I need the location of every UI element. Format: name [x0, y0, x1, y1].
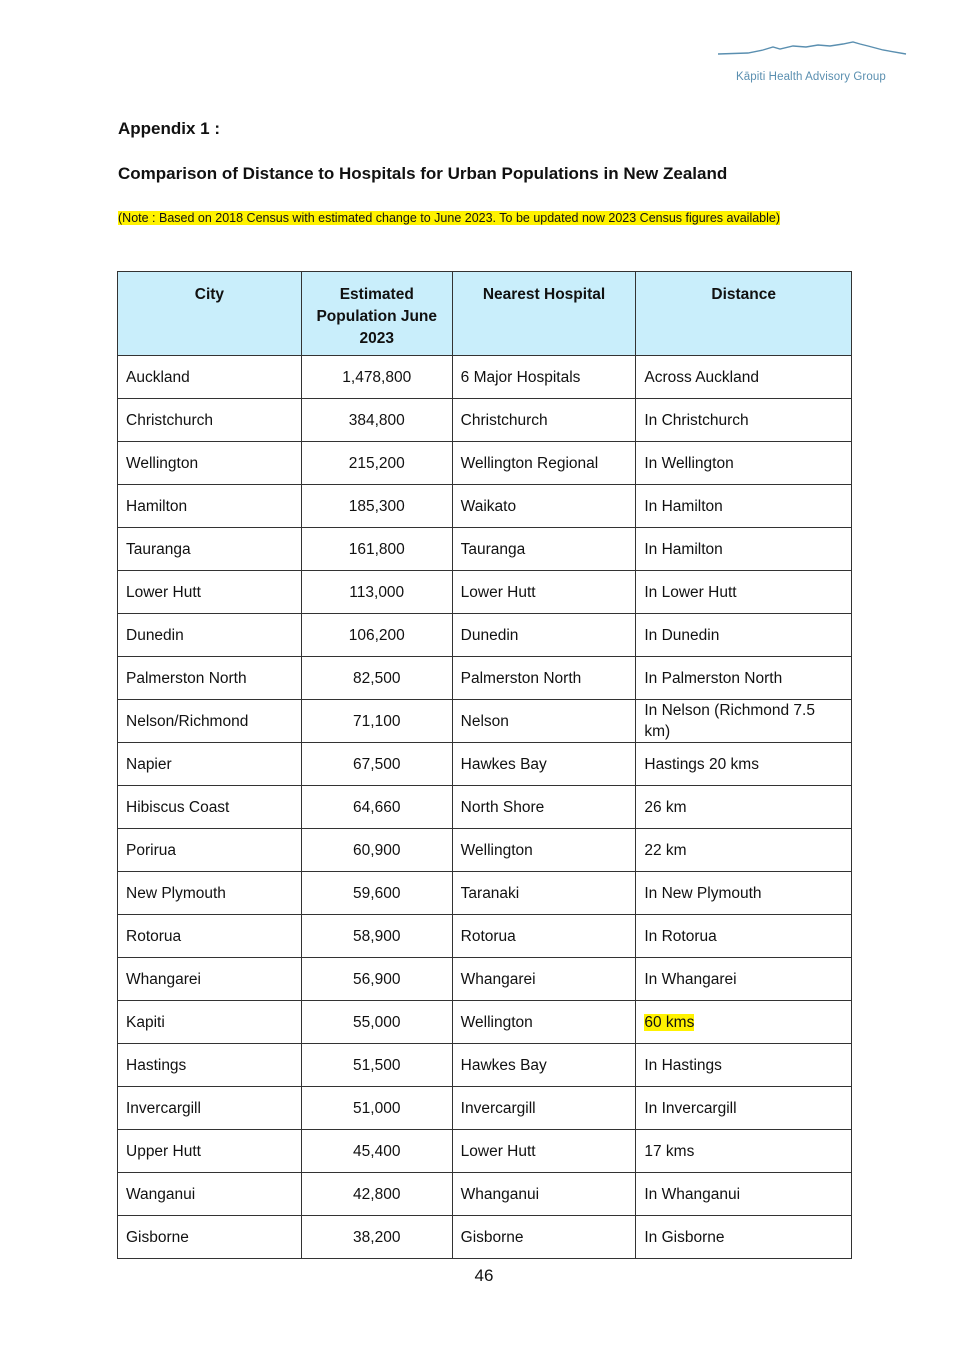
- cell-city: Invercargill: [118, 1087, 302, 1130]
- note: [118, 205, 818, 232]
- cell-population: 42,800: [301, 1173, 452, 1216]
- page-title: Comparison of Distance to Hospitals for Urban Populations in New Zealand: [118, 164, 728, 183]
- cell-city: Porirua: [118, 829, 302, 872]
- cell-hospital: Christchurch: [452, 399, 636, 442]
- logo: [718, 38, 908, 88]
- cell-population: 67,500: [301, 743, 452, 786]
- cell-population: 71,100: [301, 700, 452, 743]
- hospital-distance-table: [117, 271, 852, 1259]
- cell-hospital: Hawkes Bay: [452, 743, 636, 786]
- table-row: [118, 657, 852, 700]
- column-header-distance: Distance: [636, 272, 852, 356]
- cell-hospital: Rotorua: [452, 915, 636, 958]
- table-row: [118, 614, 852, 657]
- table-row: [118, 1216, 852, 1259]
- cell-population: 60,900: [301, 829, 452, 872]
- cell-distance: In Whanganui: [636, 1173, 852, 1216]
- cell-distance: 17 kms: [636, 1130, 852, 1173]
- cell-city: Hibiscus Coast: [118, 786, 302, 829]
- table-row: [118, 356, 852, 399]
- table-row: [118, 1001, 852, 1044]
- cell-city: Gisborne: [118, 1216, 302, 1259]
- table-row: [118, 743, 852, 786]
- column-header-city: City: [118, 272, 302, 356]
- cell-hospital: Invercargill: [452, 1087, 636, 1130]
- cell-population: 38,200: [301, 1216, 452, 1259]
- table-header-row: [118, 272, 852, 356]
- table-row: [118, 700, 852, 743]
- cell-population: 58,900: [301, 915, 452, 958]
- cell-hospital: Lower Hutt: [452, 571, 636, 614]
- note-text: (Note : Based on 2018 Census with estimated change to June 2023. To be updated now 2023 Census figures available): [118, 211, 781, 225]
- cell-hospital: Dunedin: [452, 614, 636, 657]
- cell-population: 106,200: [301, 614, 452, 657]
- cell-city: Dunedin: [118, 614, 302, 657]
- table-row: [118, 1130, 852, 1173]
- table-row: [118, 786, 852, 829]
- cell-city: Lower Hutt: [118, 571, 302, 614]
- cell-city: Hamilton: [118, 485, 302, 528]
- cell-distance: In Rotorua: [636, 915, 852, 958]
- cell-population: 56,900: [301, 958, 452, 1001]
- cell-hospital: Taranaki: [452, 872, 636, 915]
- cell-hospital: Hawkes Bay: [452, 1044, 636, 1087]
- cell-population: 185,300: [301, 485, 452, 528]
- cell-distance: Hastings 20 kms: [636, 743, 852, 786]
- table-row: [118, 872, 852, 915]
- cell-distance: In Hamilton: [636, 528, 852, 571]
- table-row: [118, 1087, 852, 1130]
- cell-distance: In Hastings: [636, 1044, 852, 1087]
- cell-city: Wellington: [118, 442, 302, 485]
- cell-population: 161,800: [301, 528, 452, 571]
- cell-hospital: Palmerston North: [452, 657, 636, 700]
- table-row: [118, 1044, 852, 1087]
- cell-distance: In Invercargill: [636, 1087, 852, 1130]
- cell-hospital: Waikato: [452, 485, 636, 528]
- column-header-hospital: Nearest Hospital: [452, 272, 636, 356]
- table-row: [118, 1173, 852, 1216]
- cell-distance: In New Plymouth: [636, 872, 852, 915]
- cell-distance: In Christchurch: [636, 399, 852, 442]
- cell-city: Hastings: [118, 1044, 302, 1087]
- cell-population: 51,000: [301, 1087, 452, 1130]
- cell-population: 51,500: [301, 1044, 452, 1087]
- cell-population: 59,600: [301, 872, 452, 915]
- cell-city: Christchurch: [118, 399, 302, 442]
- logo-text: Kāpiti Health Advisory Group: [736, 71, 886, 83]
- mountain-logo-icon: [718, 38, 908, 68]
- cell-hospital: Nelson: [452, 700, 636, 743]
- cell-distance: In Hamilton: [636, 485, 852, 528]
- cell-city: Palmerston North: [118, 657, 302, 700]
- cell-distance: In Palmerston North: [636, 657, 852, 700]
- cell-city: Whangarei: [118, 958, 302, 1001]
- cell-population: 1,478,800: [301, 356, 452, 399]
- cell-hospital: Wellington: [452, 1001, 636, 1044]
- table-row: [118, 571, 852, 614]
- table-row: [118, 399, 852, 442]
- cell-city: Tauranga: [118, 528, 302, 571]
- cell-population: 64,660: [301, 786, 452, 829]
- cell-distance: In Lower Hutt: [636, 571, 852, 614]
- cell-population: 55,000: [301, 1001, 452, 1044]
- cell-population: 45,400: [301, 1130, 452, 1173]
- cell-city: Rotorua: [118, 915, 302, 958]
- table-body: [118, 356, 852, 1259]
- cell-population: 113,000: [301, 571, 452, 614]
- appendix-heading: Appendix 1 :: [118, 119, 221, 138]
- cell-hospital: North Shore: [452, 786, 636, 829]
- cell-distance: In Nelson (Richmond 7.5 km): [636, 700, 852, 743]
- cell-city: New Plymouth: [118, 872, 302, 915]
- cell-distance: In Gisborne: [636, 1216, 852, 1259]
- cell-hospital: Whanganui: [452, 1173, 636, 1216]
- cell-distance: 22 km: [636, 829, 852, 872]
- cell-city: Nelson/Richmond: [118, 700, 302, 743]
- table-row: [118, 915, 852, 958]
- cell-city: Napier: [118, 743, 302, 786]
- cell-hospital: Tauranga: [452, 528, 636, 571]
- cell-hospital: Gisborne: [452, 1216, 636, 1259]
- table-row: [118, 829, 852, 872]
- cell-distance: In Wellington: [636, 442, 852, 485]
- cell-city: Wanganui: [118, 1173, 302, 1216]
- cell-hospital: Whangarei: [452, 958, 636, 1001]
- cell-population: 384,800: [301, 399, 452, 442]
- cell-population: 215,200: [301, 442, 452, 485]
- cell-hospital: 6 Major Hospitals: [452, 356, 636, 399]
- cell-hospital: Lower Hutt: [452, 1130, 636, 1173]
- cell-hospital: Wellington Regional: [452, 442, 636, 485]
- column-header-population: Estimated Population June 2023: [301, 272, 452, 356]
- cell-city: Upper Hutt: [118, 1130, 302, 1173]
- cell-distance: [636, 1001, 852, 1044]
- highlighted-distance: 60 kms: [644, 1013, 695, 1031]
- table-row: [118, 958, 852, 1001]
- cell-hospital: Wellington: [452, 829, 636, 872]
- cell-city: Kapiti: [118, 1001, 302, 1044]
- table-row: [118, 528, 852, 571]
- page-number: 46: [474, 1266, 494, 1285]
- table-row: [118, 442, 852, 485]
- cell-distance: 26 km: [636, 786, 852, 829]
- cell-population: 82,500: [301, 657, 452, 700]
- cell-distance: In Dunedin: [636, 614, 852, 657]
- table-row: [118, 485, 852, 528]
- cell-city: Auckland: [118, 356, 302, 399]
- cell-distance: In Whangarei: [636, 958, 852, 1001]
- cell-distance: Across Auckland: [636, 356, 852, 399]
